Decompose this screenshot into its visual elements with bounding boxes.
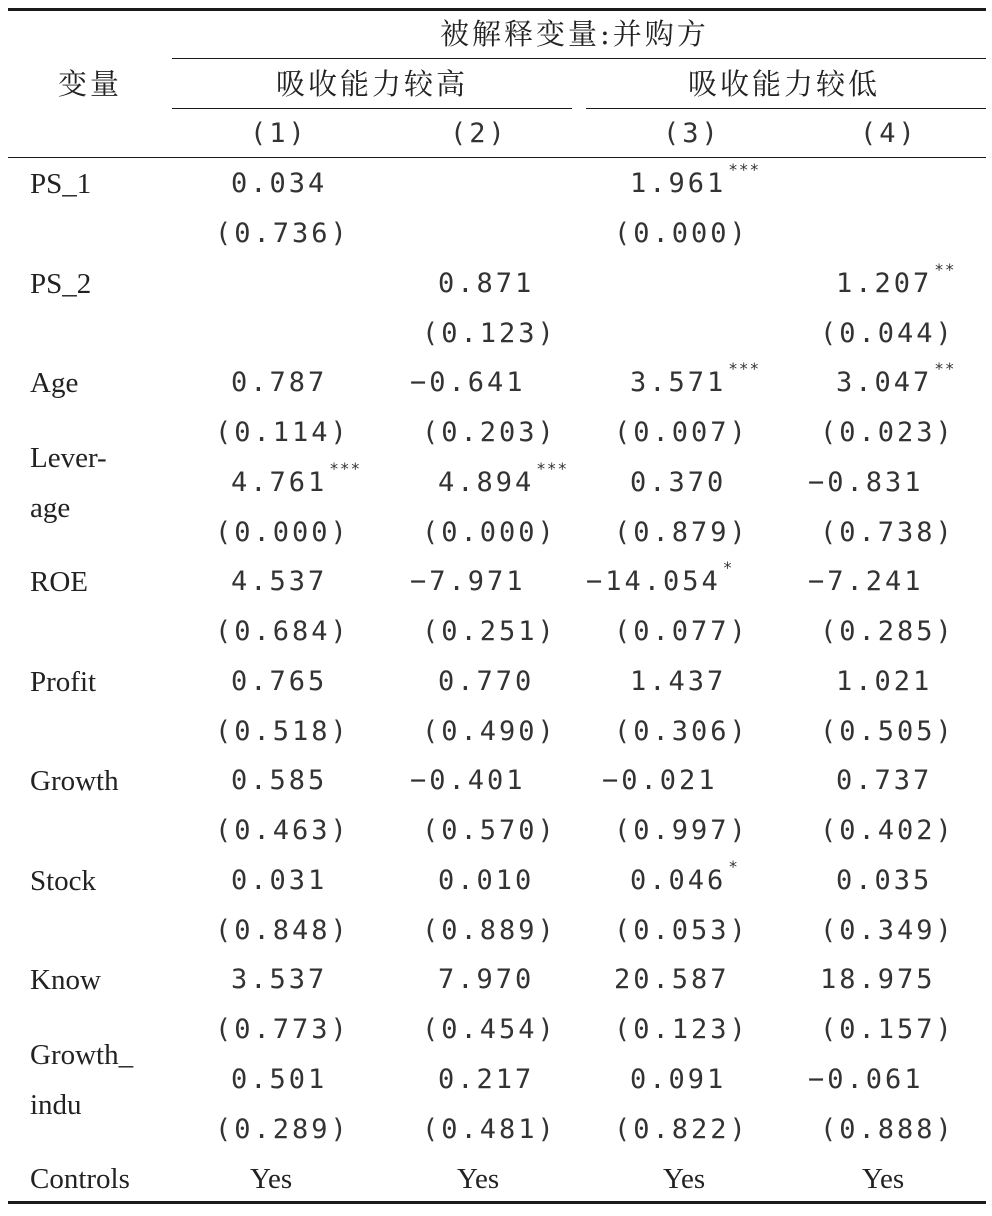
row-label: Stock [30,865,97,897]
coefficient-number: −0.831 [808,467,924,498]
coefficient-value [630,160,761,199]
controls-value: Yes [663,1163,706,1195]
coefficient-number: 0.787 [231,367,328,398]
row-label-line2: age [30,492,71,524]
row-label: Age [30,367,79,399]
coefficient-value [438,966,534,993]
p-value: (0.736) [215,218,350,249]
group-high-header: 吸收能力较高 [276,67,469,101]
row-label: PS_1 [30,168,92,200]
coefficient-value [820,966,936,993]
dependent-underline [172,58,986,59]
coefficient-value [438,1066,534,1093]
significance-stars: * [722,558,734,577]
p-value: (0.044) [820,318,955,349]
dependent-variable-header: 被解释变量:并购方 [440,17,709,51]
p-value: (0.518) [215,716,350,747]
coefficient-number: −0.641 [410,367,526,398]
p-value: (0.007) [614,417,749,448]
significance-stars: *** [728,359,761,378]
coefficient-number: 18.975 [820,964,936,995]
coefficient-number: −0.061 [808,1064,924,1095]
header-bottom-rule [8,157,986,158]
table-top-rule [8,8,986,11]
coefficient-value [231,459,362,498]
coefficient-value [231,767,327,794]
coefficient-number: 0.217 [438,1064,535,1095]
p-value: (0.000) [422,517,557,548]
p-value: (0.000) [215,517,350,548]
coefficient-number: 0.737 [836,765,933,796]
row-label: PS_2 [30,268,92,300]
p-value: (0.289) [215,1114,350,1145]
significance-stars: *** [329,459,362,478]
p-value: (0.773) [215,1014,350,1045]
coefficient-value [630,359,761,398]
coefficient-number: 4.761 [231,467,328,498]
coefficient-value [231,568,327,595]
group-low-underline [586,108,986,109]
coefficient-value [836,867,932,894]
p-value: (0.570) [422,815,557,846]
coefficient-value [836,359,956,398]
p-value: (0.077) [614,616,749,647]
row-label-line1: Growth_ [30,1039,134,1071]
coefficient-number: 1.961 [630,168,727,199]
p-value: (0.490) [422,716,557,747]
coefficient-number: 3.537 [231,964,328,995]
p-value: (0.306) [614,716,749,747]
p-value: (0.463) [215,815,350,846]
significance-stars: *** [536,459,569,478]
coefficient-number: −14.054 [586,566,721,597]
p-value: (0.285) [820,616,955,647]
coefficient-value [836,668,932,695]
coefficient-number: 4.537 [231,566,328,597]
row-label: Growth [30,765,119,797]
coefficient-value [438,459,569,498]
coefficient-number: 0.585 [231,765,328,796]
coefficient-number: 0.770 [438,666,535,697]
coefficient-number: 0.034 [231,168,328,199]
coefficient-number: 7.970 [438,964,535,995]
p-value: (0.114) [215,417,350,448]
row-label: Know [30,964,101,996]
row-label-line1: Lever- [30,442,107,474]
controls-value: Yes [862,1163,905,1195]
coefficient-value [410,568,526,595]
coefficient-number: 1.021 [836,666,933,697]
p-value: (0.738) [820,517,955,548]
coefficient-number: 0.871 [438,268,535,299]
coefficient-number: −7.971 [410,566,526,597]
significance-stars: ** [934,359,956,378]
significance-stars: *** [728,160,761,179]
coefficient-value [614,966,730,993]
coefficient-value [602,767,718,794]
coefficient-number: 20.587 [614,964,730,995]
row-label: Profit [30,666,97,698]
p-value: (0.053) [614,915,749,946]
variable-header: 变量 [58,67,123,101]
p-value: (0.848) [215,915,350,946]
coefficient-number: 1.207 [836,268,933,299]
coefficient-value [231,1066,327,1093]
coefficient-number: 0.370 [630,467,727,498]
column-header-3: (3) [663,118,721,149]
p-value: (0.157) [820,1014,955,1045]
column-header-4: (4) [860,118,918,149]
coefficient-value [630,857,739,896]
coefficient-value [808,1066,924,1093]
coefficient-value [438,668,534,695]
p-value: (0.889) [422,915,557,946]
coefficient-number: 0.035 [836,865,933,896]
coefficient-value [231,966,327,993]
significance-stars: * [728,857,739,876]
group-low-header: 吸收能力较低 [688,67,881,101]
p-value: (0.684) [215,616,350,647]
row-label-line2: indu [30,1089,82,1121]
coefficient-value [836,767,932,794]
coefficient-value [586,558,734,597]
p-value: (0.203) [422,417,557,448]
coefficient-value [630,668,726,695]
table-bottom-rule [8,1201,986,1204]
coefficient-number: 4.894 [438,467,535,498]
p-value: (0.997) [614,815,749,846]
coefficient-value [410,767,526,794]
coefficient-value [410,369,526,396]
coefficient-number: 0.031 [231,865,328,896]
p-value: (0.123) [422,318,557,349]
p-value: (0.879) [614,517,749,548]
p-value: (0.888) [820,1114,955,1145]
significance-stars: ** [934,260,956,279]
group-high-underline [172,108,572,109]
p-value: (0.349) [820,915,955,946]
p-value: (0.481) [422,1114,557,1145]
p-value: (0.000) [614,218,749,249]
coefficient-value [231,369,327,396]
coefficient-value [836,260,956,299]
coefficient-value [630,1066,726,1093]
coefficient-value [438,270,534,297]
coefficient-value [630,469,726,496]
coefficient-value [231,867,327,894]
p-value: (0.822) [614,1114,749,1145]
row-label: ROE [30,566,88,598]
coefficient-value [808,568,924,595]
row-label-controls: Controls [30,1163,130,1195]
coefficient-value [808,469,924,496]
coefficient-number: −0.021 [602,765,718,796]
coefficient-number: −0.401 [410,765,526,796]
coefficient-number: 0.010 [438,865,535,896]
coefficient-number: 0.765 [231,666,328,697]
coefficient-number: 3.047 [836,367,933,398]
p-value: (0.402) [820,815,955,846]
coefficient-number: 1.437 [630,666,727,697]
p-value: (0.023) [820,417,955,448]
coefficient-number: 3.571 [630,367,727,398]
column-header-1: (1) [250,118,308,149]
controls-value: Yes [457,1163,500,1195]
controls-value: Yes [250,1163,293,1195]
coefficient-value [231,668,327,695]
column-header-2: (2) [450,118,508,149]
p-value: (0.454) [422,1014,557,1045]
coefficient-number: 0.091 [630,1064,727,1095]
coefficient-number: −7.241 [808,566,924,597]
coefficient-number: 0.046 [630,865,727,896]
p-value: (0.505) [820,716,955,747]
p-value: (0.251) [422,616,557,647]
p-value: (0.123) [614,1014,749,1045]
coefficient-value [438,867,534,894]
coefficient-value [231,170,327,197]
coefficient-number: 0.501 [231,1064,328,1095]
